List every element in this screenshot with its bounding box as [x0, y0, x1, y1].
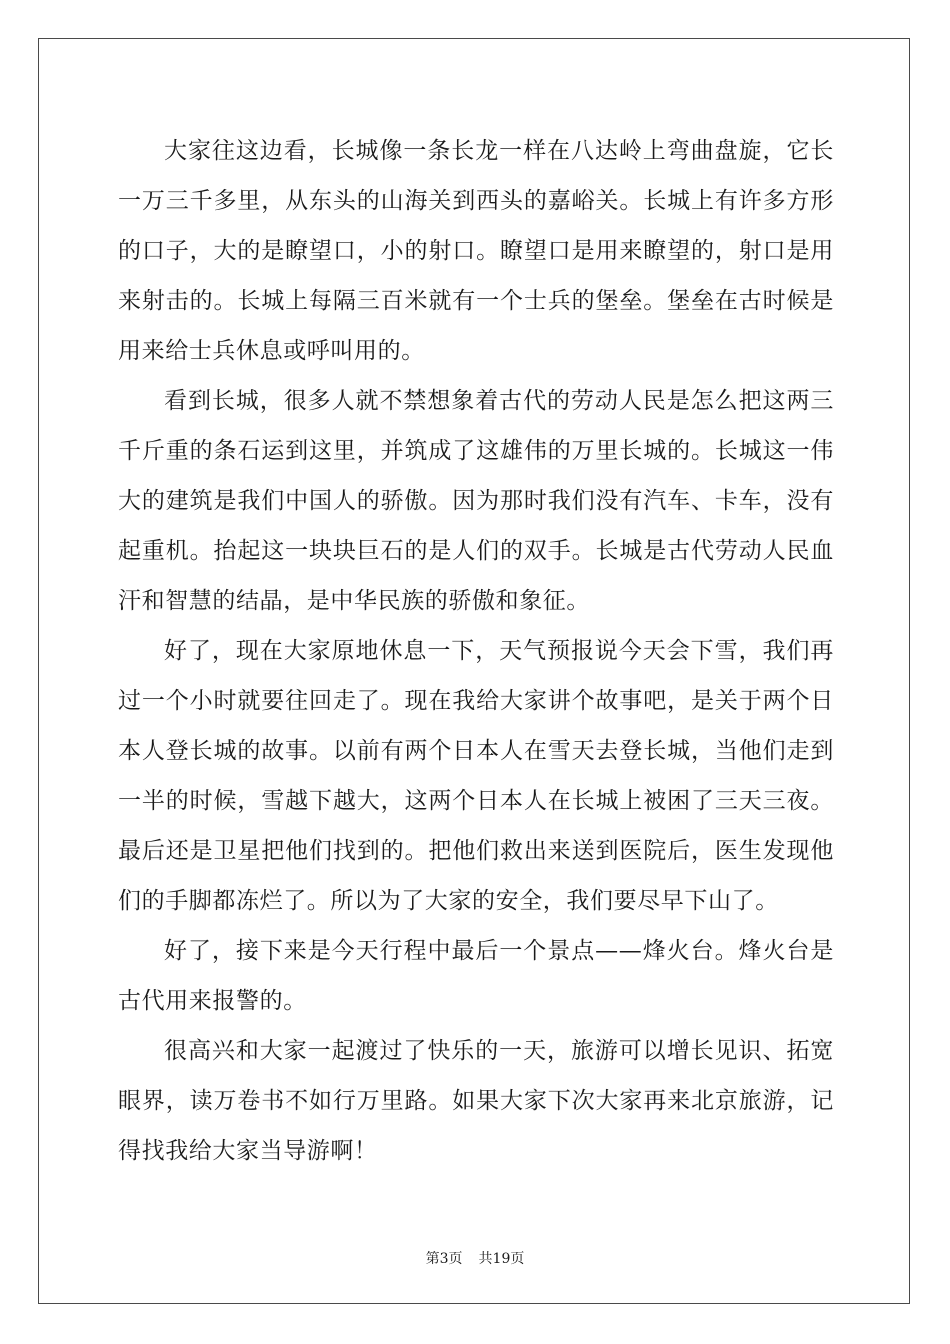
total-page-count: 共19页	[478, 1251, 525, 1267]
document-body	[118, 126, 834, 1176]
page-footer	[0, 1248, 950, 1268]
paragraph: 好了，接下来是今天行程中最后一个景点——烽火台。烽火台是古代用来报警的。	[118, 938, 834, 1014]
paragraph: 大家往这边看，长城像一条长龙一样在八达岭上弯曲盘旋，它长一万三千多里，从东头的山海关到西头的嘉峪关。长城上有许多方形的口子，大的是瞭望口，小的射口。瞭望口是用来瞭望的，射口是用来射击的。长城上每隔三百米就有一个士兵的堡垒。堡垒在古时候是用来给士兵休息或呼叫用的。	[118, 138, 834, 364]
paragraph: 看到长城，很多人就不禁想象着古代的劳动人民是怎么把这两三千斤重的条石运到这里，并筑成了这雄伟的万里长城的。长城这一伟大的建筑是我们中国人的骄傲。因为那时我们没有汽车、卡车，没有起重机。抬起这一块块巨石的是人们的双手。长城是古代劳动人民血汗和智慧的结晶，是中华民族的骄傲和象征。	[118, 388, 834, 614]
paragraph: 好了，现在大家原地休息一下，天气预报说今天会下雪，我们再过一个小时就要往回走了。现在我给大家讲个故事吧，是关于两个日本人登长城的故事。以前有两个日本人在雪天去登长城，当他们走到一半的时候，雪越下越大，这两个日本人在长城上被困了三天三夜。最后还是卫星把他们找到的。把他们救出来送到医院后，医生发现他们的手脚都冻烂了。所以为了大家的安全，我们要尽早下山了。	[118, 638, 834, 914]
paragraph: 很高兴和大家一起渡过了快乐的一天，旅游可以增长见识、拓宽眼界，读万卷书不如行万里路。如果大家下次大家再来北京旅游，记得找我给大家当导游啊！	[118, 1038, 834, 1164]
current-page-number: 第3页	[425, 1251, 463, 1267]
